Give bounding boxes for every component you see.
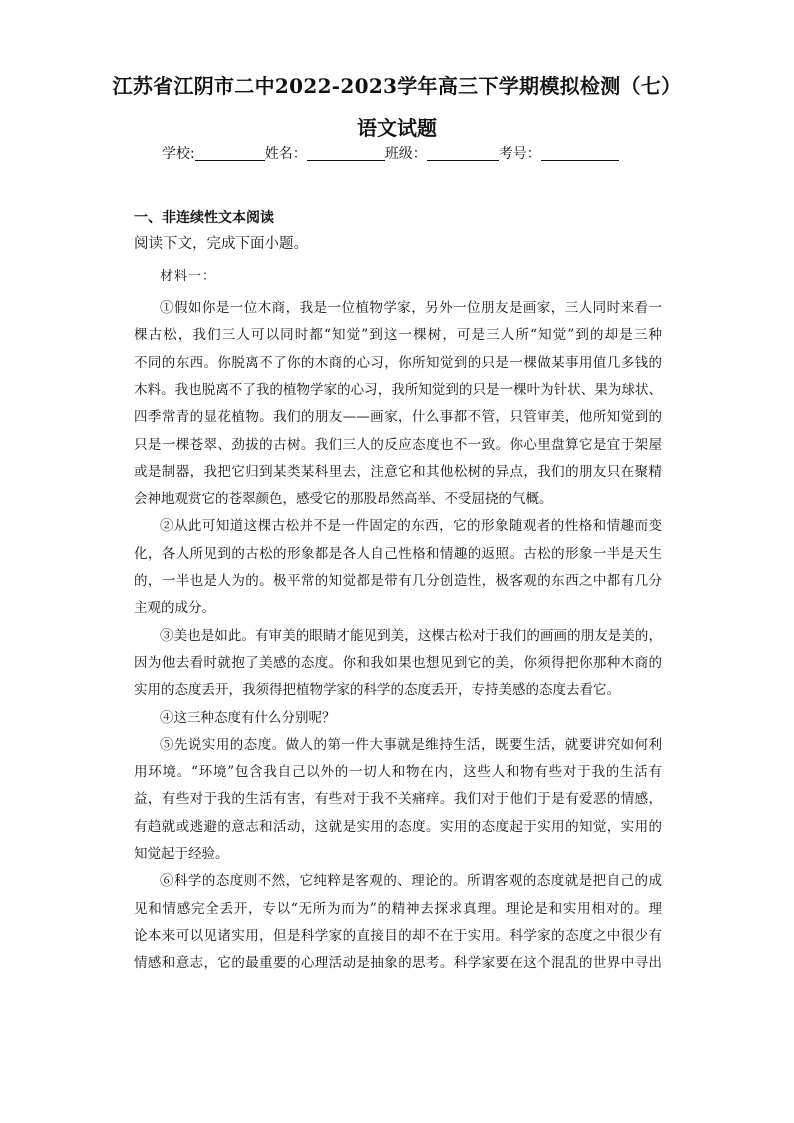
passage-line: ⑤先说实用的态度。做人的第一件大事就是维持生活，既要生活，就要讲究如何利	[160, 736, 662, 753]
passage-line: 知觉起于经验。	[134, 846, 229, 862]
student-info-row	[162, 143, 619, 163]
info-label: 学校:	[162, 146, 195, 162]
section-title: 一、非连续性文本阅读	[134, 210, 274, 226]
passage-line: 或是制器，我把它归到某类某科里去，注意它和其他松树的异点，我们的朋友只在聚精	[134, 463, 662, 480]
material-label: 材料一：	[160, 269, 217, 284]
info-blank-field[interactable]	[541, 145, 619, 161]
passage-line: 木料。我也脱离不了我的植物学家的心习，我所知觉到的只是一棵叶为针状、果为球状、	[134, 381, 662, 398]
passage-line: ⑥科学的态度则不然，它纯粹是客观的、理论的。所谓客观的态度就是把自己的成	[160, 873, 662, 890]
info-blank-field[interactable]	[307, 145, 385, 161]
info-label: 姓名：	[264, 146, 307, 162]
passage-line: 棵古松，我们三人可以同时都“知觉”到这一棵树，可是三人所“知觉”到的却是三种	[134, 327, 662, 344]
exam-title: 江苏省江阴市二中2022-2023学年高三下学期模拟检测（七）	[112, 74, 682, 98]
passage-line: 四季常青的显花植物。我们的朋友——画家，什么事都不管，只管审美，他所知觉到的	[134, 409, 662, 426]
passage-line: 只是一棵苍翠、劲拔的古树。我们三人的反应态度也不一致。你心里盘算它是宜于架屋	[134, 436, 662, 453]
passage-line: 不同的东西。你脱离不了你的木商的心习，你所知觉到的只是一棵做某事用值几多钱的	[134, 354, 662, 371]
passage-line: 因为他去看时就抱了美感的态度。你和我如果也想见到它的美，你须得把你那种木商的	[134, 654, 662, 671]
info-label: 考号：	[498, 146, 541, 162]
passage-line: 有趋就或逃避的意志和活动，这就是实用的态度。实用的态度起于实用的知觉，实用的	[134, 818, 662, 835]
reading-instruction: 阅读下文，完成下面小题。	[134, 236, 308, 252]
passage-line: 用环境。“环境”包含我自己以外的一切人和物在内，这些人和物有些对于我的生活有	[134, 764, 662, 781]
passage-line: ③美也是如此。有审美的眼睛才能见到美，这棵古松对于我们的画画的朋友是美的，	[160, 627, 662, 644]
info-blank-field[interactable]	[427, 145, 499, 161]
passage-line: 化，各人所见到的古松的形象都是各人自己性格和情趣的返照。古松的形象一半是天生	[134, 545, 662, 562]
passage-line: 主观的成分。	[134, 600, 215, 617]
passage-line: 论本来可以见诸实用，但是科学家的直接目的却不在于实用。科学家的态度之中很少有	[134, 927, 662, 944]
passage-line: 情感和意志，它的最重要的心理活动是抽象的思考。科学家要在这个混乱的世界中寻出	[134, 955, 662, 972]
passage-line: ①假如你是一位木商，我是一位植物学家，另外一位朋友是画家，三人同时来看一	[160, 300, 662, 316]
passage-line: ④这三种态度有什么分别呢？	[160, 709, 336, 726]
exam-subtitle: 语文试题	[357, 116, 437, 140]
passage-line: ②从此可知道这棵古松并不是一件固定的东西，它的形象随观者的性格和情趣而变	[160, 518, 662, 535]
passage-line: 益，有些对于我的生活有害，有些对于我不关痛痒。我们对于他们于是有爱恶的情感，	[134, 791, 662, 808]
passage-line: 会神地观赏它的苍翠颜色，感受它的那股昂然高举、不受屈挠的气概。	[134, 491, 553, 508]
passage-line: 的，一半也是人为的。极平常的知觉都是带有几分创造性，极客观的东西之中都有几分	[134, 573, 662, 589]
info-blank-field[interactable]	[195, 145, 265, 161]
passage-line: 见和情感完全丢开，专以“无所为而为”的精神去探求真理。理论是和实用相对的。理	[134, 900, 662, 917]
info-label: 班级：	[384, 146, 427, 162]
passage-line: 实用的态度丢开，我须得把植物学家的科学的态度丢开，专持美感的态度去看它。	[134, 682, 620, 699]
